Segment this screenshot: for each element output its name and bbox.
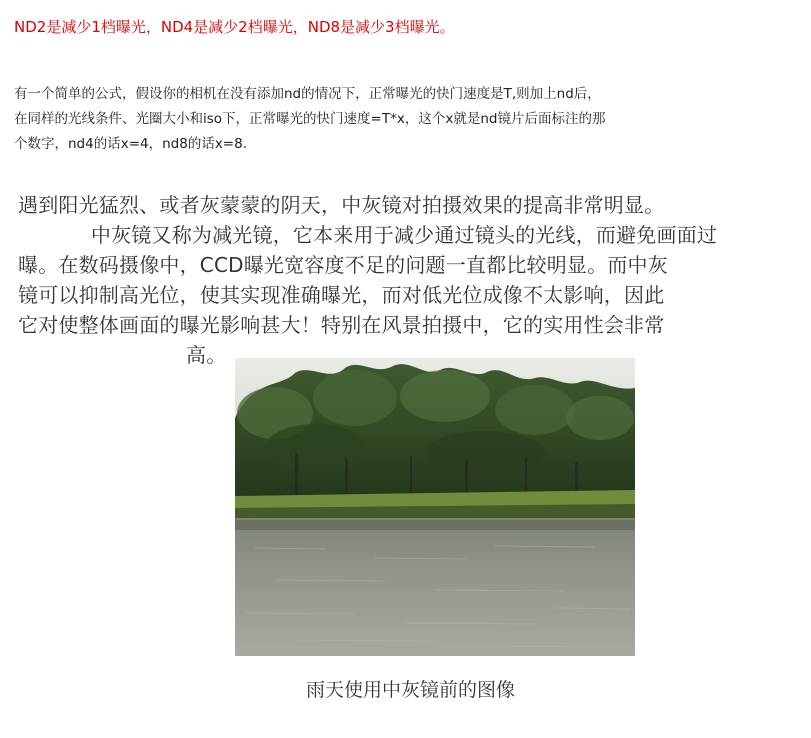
description-line: 遇到阳光猛烈、或者灰蒙蒙的阴天，中灰镜对拍摄效果的提高非常明显。 [18,193,665,217]
description-line: 中灰镜又称为减光镜，它本来用于减少通过镜头的光线，而避免画面过 [90,223,718,247]
rainy-lake-image [235,358,635,656]
formula-line: 有一个简单的公式，假设你的相机在没有添加nd的情况下，正常曝光的快门速度是T,则加上nd后， [14,86,601,102]
formula-paragraph [14,82,799,157]
photo-caption: 雨天使用中灰镜前的图像 [305,679,515,701]
formula-line: 个数字，nd4的话x=4，nd8的话x=8. [14,136,247,152]
nd-filter-description [18,190,808,370]
nd-exposure-note: ND2是减少1档曝光，ND4是减少2档曝光，ND8是减少3档曝光。 [14,18,455,36]
description-line: 镜可以抑制高光位，使其实现准确曝光，而对低光位成像不太影响，因此 [18,283,665,307]
description-line: 它对使整体画面的曝光影响甚大！特别在风景拍摄中，它的实用性会非常 [18,313,665,337]
description-line: 高。 [186,343,227,367]
description-line: 曝。在数码摄像中，CCD曝光宽容度不足的问题一直都比较明显。而中灰 [18,253,668,277]
rainy-lake-photo [235,358,635,656]
formula-line: 在同样的光线条件、光圈大小和iso下，正常曝光的快门速度=T*x，这个x就是nd镜片后面标注的那 [14,111,606,127]
